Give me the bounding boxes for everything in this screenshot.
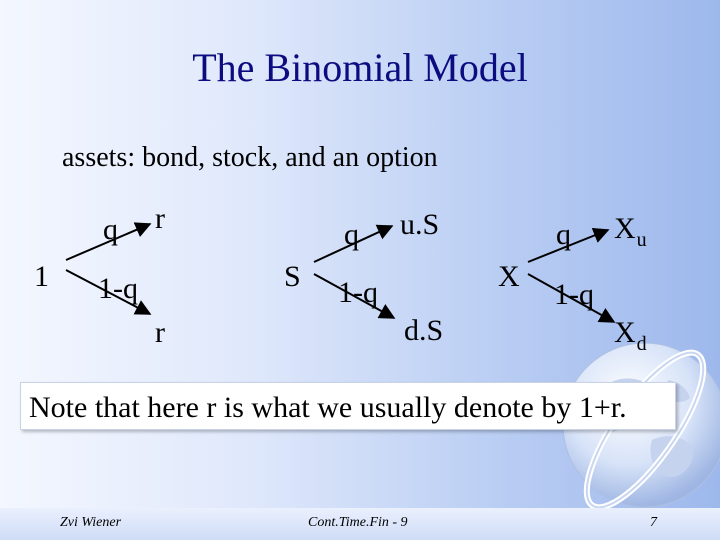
bond-start: 1: [34, 260, 49, 293]
stock-up-prob: q: [344, 218, 359, 251]
stock-start: S: [284, 260, 301, 293]
note-box: Note that here r is what we usually denote by 1+r.: [20, 382, 676, 430]
option-down-value-base: X: [614, 316, 636, 349]
footer-course: Cont.Time.Fin - 9: [308, 515, 408, 530]
bond-down-prob: 1-q: [98, 272, 138, 305]
bond-down-value: r: [155, 316, 165, 349]
option-start: X: [498, 260, 520, 293]
option-up-value-base: X: [614, 212, 636, 245]
option-up-value-sub: u: [636, 229, 647, 251]
stock-up-value: u.S: [400, 208, 440, 241]
bond-up-prob: q: [103, 213, 118, 246]
option-up-value: [614, 214, 647, 250]
slide-title: The Binomial Model: [192, 45, 528, 90]
stock-down-prob: 1-q: [338, 276, 378, 309]
option-down-value-sub: d: [636, 333, 647, 355]
stock-down-value: d.S: [404, 314, 444, 347]
footer-author: Zvi Wiener: [60, 515, 122, 530]
footer-page-number: 7: [650, 515, 657, 530]
bond-up-value: r: [155, 202, 165, 235]
option-down-prob: 1-q: [554, 278, 594, 311]
assets-line: assets: bond, stock, and an option: [62, 142, 438, 173]
option-down-value: [614, 318, 647, 354]
option-up-prob: q: [556, 218, 571, 251]
